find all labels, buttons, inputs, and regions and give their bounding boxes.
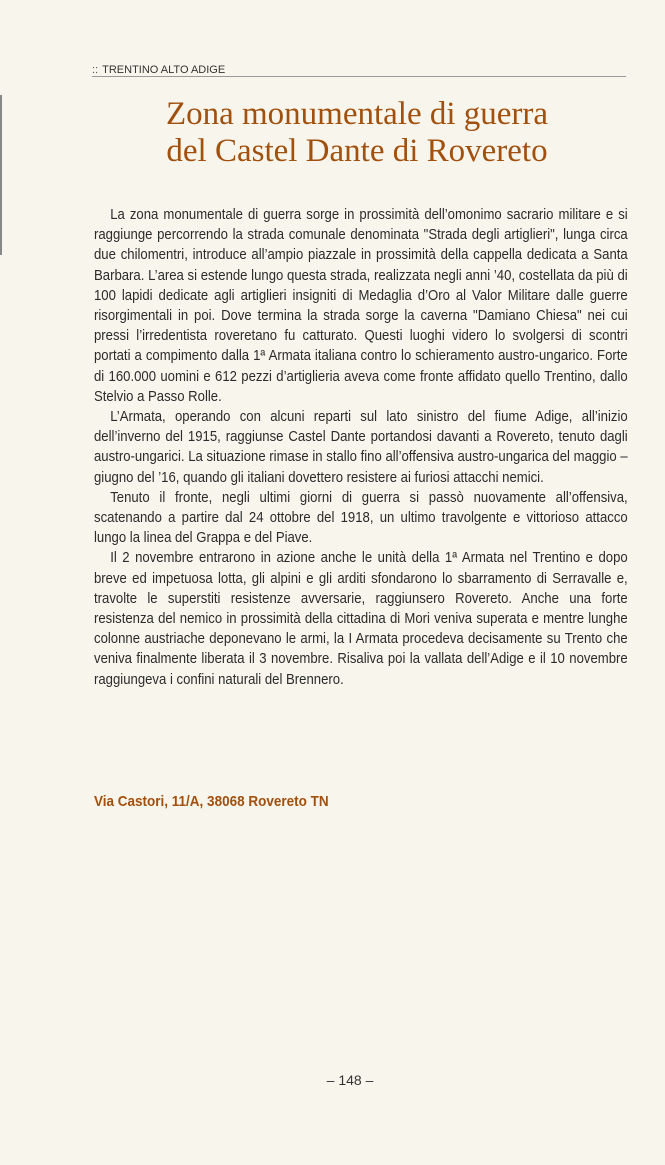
paragraph-2: L’Armata, operando con alcuni reparti sul lato sinistro del fiume Adige, all’inizio dell’inverno del 1915, raggiunse Castel Dante portandosi davanti a Rovereto, tenuto dagli austro-ungarici. La situazione rimase in stallo fino all’offensiva austro-ungarica del maggio – giugno del ’16, quando gli italiani dovettero resistere ai furiosi attacchi nemici. [94,409,628,486]
paragraph-4: Il 2 novembre entrarono in azione anche le unità della 1ª Armata nel Trentino e dopo breve ed impetuosa lotta, gli alpini e gli arditi sfondarono lo sbarramento di Serravalle e, travolte le superstiti resistenze avversarie, raggiunsero Rovereto. Anche una forte resistenza del nemico in prossimità della cittadina di Mori veniva superata e mentre lunghe colonne austriache deponevano le armi, la I Armata procedeva decisamente su Trento che veniva finalmente liberata il 3 novembre. Risaliva poi la vallata dell’Adige e il 10 novembre raggiungeva i confini naturali del Brennero. [94,550,628,688]
page-number: – 148 – [326,1072,374,1088]
paragraph-3: Tenuto il fronte, negli ultimi giorni di guerra si passò nuovamente all’offensiva, scatenando a partire dal 24 ottobre del 1918, un ultimo travolgente e vittorioso attacco lungo la linea del Grappa e del Piave. [94,489,628,547]
binding-edge [0,95,8,255]
article-body [94,205,628,690]
header-bullet-icon: :: [92,64,99,76]
section-label: TRENTINO ALTO ADIGE [102,64,226,76]
page-title [90,96,624,170]
paragraph-1: La zona monumentale di guerra sorge in prossimità dell’omonimo sacrario militare e si raggiunge percorrendo la strada comunale denominata "Strada degli artiglieri", lunga circa due chilomentri, introduce all’ampio piazzale in prossimità della cappella dedicata a Santa Barbara. L’area si estende lungo questa strada, realizzata negli anni ’40, costellata da più di 100 lapidi dedicate agli artiglieri insigniti di Medaglia d’Oro al Valor Militare dalle guerre risorgimentali in poi. Dove termina la strada sorge la caverna "Damiano Chiesa" nei cui pressi l’irredentista roveretano fu catturato. Questi luoghi videro lo svolgersi di scontri portati a compimento dalla 1ª Armata italiana contro lo schieramento austro-ungarico. Forte di 160.000 uomini e 612 pezzi d’artiglieria aveva come fronte affidato quello Trentino, dallo Stelvio a Passo Rolle. [94,207,628,405]
title-line-2: del Castel Dante di Rovereto [166,133,548,169]
title-line-1: Zona monumentale di guerra [165,96,549,132]
address: Via Castori, 11/A, 38068 Rovereto TN [94,793,329,810]
section-header [92,60,626,77]
